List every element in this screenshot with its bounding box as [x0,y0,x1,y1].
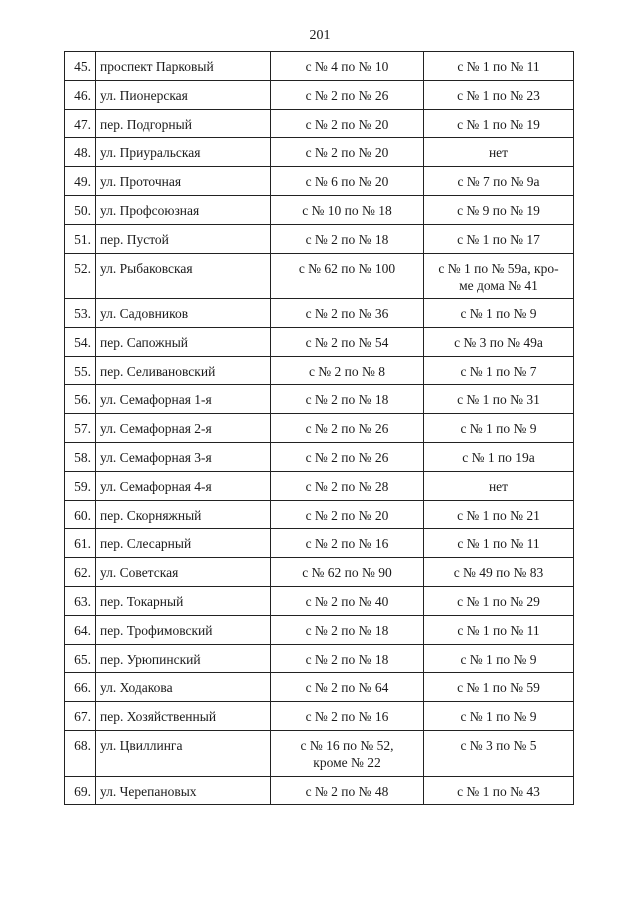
street-name: ул. Семафорная 4-я [96,471,271,500]
even-house-range [271,167,424,196]
even-range-line: с № 2 по № 28 [305,478,389,494]
even-house-range [271,673,424,702]
odd-house-range [424,356,574,385]
even-range-line: с № 62 по № 90 [302,565,392,581]
even-range-line: с № 2 по № 16 [305,536,389,552]
row-number: 68. [65,731,96,777]
street-name: ул. Цвиллинга [96,731,271,777]
even-range-line: с № 2 по № 26 [305,87,389,103]
row-number: 55. [65,356,96,385]
row-number: 56. [65,385,96,414]
street-name: ул. Рыбаковская [96,253,271,299]
table-row [65,414,574,443]
odd-range-line: с № 1 по № 11 [457,59,540,74]
street-name: ул. Проточная [96,167,271,196]
even-house-range [271,356,424,385]
table-row [65,731,574,777]
table-row [65,138,574,167]
row-number: 52. [65,253,96,299]
street-name: проспект Парковый [96,52,271,81]
odd-house-range [424,776,574,805]
row-number: 58. [65,443,96,472]
even-house-range [271,615,424,644]
table-row [65,356,574,385]
odd-range-line: ме дома № 41 [459,277,538,293]
odd-house-range [424,109,574,138]
street-name: ул. Черепановых [96,776,271,805]
street-name: ул. Садовников [96,299,271,328]
street-name: пер. Подгорный [96,109,271,138]
table-row [65,644,574,673]
table-row [65,615,574,644]
even-range-line: с № 10 по № 18 [302,202,392,218]
table-row [65,587,574,616]
odd-range-line: нет [488,478,509,494]
street-name: пер. Скорняжный [96,500,271,529]
odd-house-range [424,443,574,472]
odd-range-line: с № 1 по № 19 [457,116,540,132]
row-number: 53. [65,299,96,328]
row-number: 54. [65,327,96,356]
odd-house-range [424,644,574,673]
even-range-line: с № 4 по № 10 [305,59,389,74]
even-range-line: с № 2 по № 18 [305,231,389,247]
row-number: 62. [65,558,96,587]
street-name: пер. Трофимовский [96,615,271,644]
row-number: 69. [65,776,96,805]
odd-house-range [424,167,574,196]
even-range-line: с № 2 по № 20 [305,145,389,161]
row-number: 64. [65,615,96,644]
odd-house-range [424,471,574,500]
row-number: 63. [65,587,96,616]
street-name: пер. Хозяйственный [96,702,271,731]
odd-house-range [424,253,574,299]
even-house-range [271,731,424,777]
table-row [65,385,574,414]
table-row [65,443,574,472]
even-range-line: с № 62 по № 100 [298,260,396,276]
street-name: ул. Пионерская [96,80,271,109]
even-range-line: с № 2 по № 54 [305,334,389,350]
odd-range-line: с № 1 по № 7 [460,363,537,379]
street-name: ул. Ходакова [96,673,271,702]
table-row [65,471,574,500]
even-house-range [271,414,424,443]
even-house-range [271,385,424,414]
even-range-line: с № 2 по № 26 [305,421,389,437]
street-name: ул. Семафорная 1-я [96,385,271,414]
odd-range-line: с № 1 по № 31 [457,392,540,408]
row-number: 61. [65,529,96,558]
odd-house-range [424,385,574,414]
row-number: 51. [65,224,96,253]
odd-house-range [424,558,574,587]
odd-house-range [424,702,574,731]
address-table [64,51,574,805]
even-range-line: с № 2 по № 20 [305,507,389,523]
street-name: ул. Семафорная 3-я [96,443,271,472]
odd-house-range [424,80,574,109]
table-row [65,702,574,731]
even-range-line: с № 2 по № 40 [305,594,389,610]
even-house-range [271,644,424,673]
table-row [65,673,574,702]
even-house-range [271,587,424,616]
odd-range-line: с № 1 по № 9 [460,651,537,667]
even-house-range [271,109,424,138]
odd-house-range [424,500,574,529]
even-house-range [271,558,424,587]
even-range-line: с № 2 по № 64 [305,680,389,696]
even-range-line: с № 2 по № 18 [305,651,389,667]
table-row [65,327,574,356]
table-row [65,224,574,253]
odd-range-line: с № 9 по № 19 [457,202,540,218]
odd-house-range [424,327,574,356]
even-range-line: с № 2 по № 8 [308,363,386,379]
odd-range-line: нет [488,145,509,161]
odd-house-range [424,529,574,558]
even-range-line: с № 2 по № 18 [305,622,389,638]
odd-range-line: с № 1 по № 9 [460,306,537,322]
row-number: 59. [65,471,96,500]
odd-house-range [424,414,574,443]
even-house-range [271,529,424,558]
row-number: 67. [65,702,96,731]
address-table-body [65,52,574,805]
even-house-range [271,195,424,224]
row-number: 57. [65,414,96,443]
odd-house-range [424,52,574,81]
street-name: пер. Урюпинский [96,644,271,673]
street-name: ул. Советская [96,558,271,587]
even-house-range [271,224,424,253]
odd-house-range [424,299,574,328]
odd-range-line: с № 1 по № 43 [457,783,540,799]
row-number: 50. [65,195,96,224]
odd-range-line: с № 1 по № 21 [457,507,540,523]
table-row [65,80,574,109]
street-name: ул. Семафорная 2-я [96,414,271,443]
odd-house-range [424,673,574,702]
even-house-range [271,702,424,731]
row-number: 47. [65,109,96,138]
table-row [65,500,574,529]
row-number: 46. [65,80,96,109]
odd-range-line: с № 3 по № 5 [460,738,537,754]
table-row [65,529,574,558]
even-house-range [271,52,424,81]
even-range-line: с № 6 по № 20 [305,174,389,190]
even-house-range [271,253,424,299]
even-house-range [271,327,424,356]
even-house-range [271,80,424,109]
odd-range-line: с № 1 по № 23 [457,87,540,103]
odd-house-range [424,615,574,644]
page-number: 201 [309,28,331,43]
row-number: 65. [65,644,96,673]
table-row [65,52,574,81]
even-range-line: с № 2 по № 36 [305,306,389,322]
odd-range-line: с № 1 по № 11 [457,622,540,638]
odd-range-line: с № 1 по 19а [462,450,535,466]
street-name: пер. Токарный [96,587,271,616]
even-range-line: с № 2 по № 20 [305,116,389,132]
odd-range-line: с № 7 по № 9а [457,174,540,190]
table-row [65,109,574,138]
street-name: пер. Сапожный [96,327,271,356]
odd-house-range [424,138,574,167]
even-house-range [271,471,424,500]
even-range-line: с № 2 по № 18 [305,392,389,408]
row-number: 48. [65,138,96,167]
odd-range-line: с № 1 по № 9 [460,709,537,725]
table-row [65,776,574,805]
table-row [65,195,574,224]
street-name: ул. Профсоюзная [96,195,271,224]
even-range-line: кроме № 22 [313,755,381,771]
odd-range-line: с № 1 по № 11 [457,536,540,552]
odd-range-line: с № 1 по № 29 [457,594,540,610]
odd-house-range [424,587,574,616]
even-range-line: с № 2 по № 48 [305,783,389,799]
odd-range-line: с № 3 по № 49а [454,334,543,350]
odd-house-range [424,224,574,253]
table-row [65,253,574,299]
odd-range-line: с № 1 по № 59 [457,680,540,696]
even-house-range [271,443,424,472]
even-house-range [271,776,424,805]
odd-range-line: с № 1 по № 59а, кро- [438,260,559,276]
even-range-line: с № 2 по № 26 [305,450,389,466]
street-name: пер. Слесарный [96,529,271,558]
street-name: пер. Пустой [96,224,271,253]
table-row [65,299,574,328]
even-house-range [271,500,424,529]
row-number: 49. [65,167,96,196]
odd-range-line: с № 1 по № 9 [460,421,537,437]
row-number: 45. [65,52,96,81]
row-number: 60. [65,500,96,529]
odd-range-line: с № 1 по № 17 [457,231,540,247]
even-range-line: с № 2 по № 16 [305,709,389,725]
even-house-range [271,138,424,167]
odd-range-line: с № 49 по № 83 [453,565,544,581]
odd-house-range [424,195,574,224]
table-row [65,167,574,196]
street-name: ул. Приуральская [96,138,271,167]
table-row [65,558,574,587]
row-number: 66. [65,673,96,702]
street-name: пер. Селивановский [96,356,271,385]
even-house-range [271,299,424,328]
even-range-line: с № 16 по № 52, [300,738,394,754]
odd-house-range [424,731,574,777]
